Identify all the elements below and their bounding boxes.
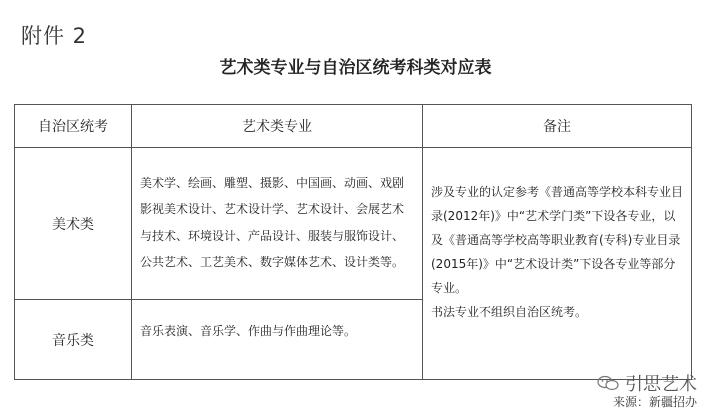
- remark-text: 书法专业不组织自治区统考。: [431, 305, 588, 319]
- column-header-remarks: 备注: [423, 105, 692, 148]
- column-header-majors: 艺术类专业: [132, 105, 423, 148]
- watermark-text: 引思艺术: [625, 374, 697, 395]
- category-cell-music: 音乐类: [15, 300, 132, 380]
- remark-text: 涉及专业的认定参考《普通高等学校本科专业目录(2012年)》中“艺术学门类”下设各专业，以及《普通高等学校高等职业教育(专科)专业目录(2015年)》中“艺术设计类”下设各专业等部分专业。: [431, 185, 684, 295]
- table-row: [15, 148, 692, 300]
- table-header-row: [15, 105, 692, 148]
- correspondence-table: [14, 104, 692, 380]
- wechat-icon: [597, 375, 619, 391]
- category-cell-art: 美术类: [15, 148, 132, 300]
- majors-cell-music: [132, 300, 423, 380]
- attachment-label: 附件 2: [21, 24, 88, 48]
- majors-cell-art: 美术学、绘画、雕塑、摄影、中国画、动画、戏剧影视美术设计、艺术设计学、艺术设计、会展艺术与技术、环境设计、产品设计、服装与服饰设计、公共艺术、工艺美术、数字媒体艺术、设计类等。: [132, 148, 423, 300]
- column-header-exam: 自治区统考: [15, 105, 132, 148]
- source-credit: 来源：新疆招办: [612, 395, 697, 409]
- page-title: 艺术类专业与自治区统考科类对应表: [219, 58, 492, 78]
- majors-text-music: 音乐表演、音乐学、作曲与作曲理论等。: [140, 324, 357, 338]
- remarks-cell: [423, 148, 692, 380]
